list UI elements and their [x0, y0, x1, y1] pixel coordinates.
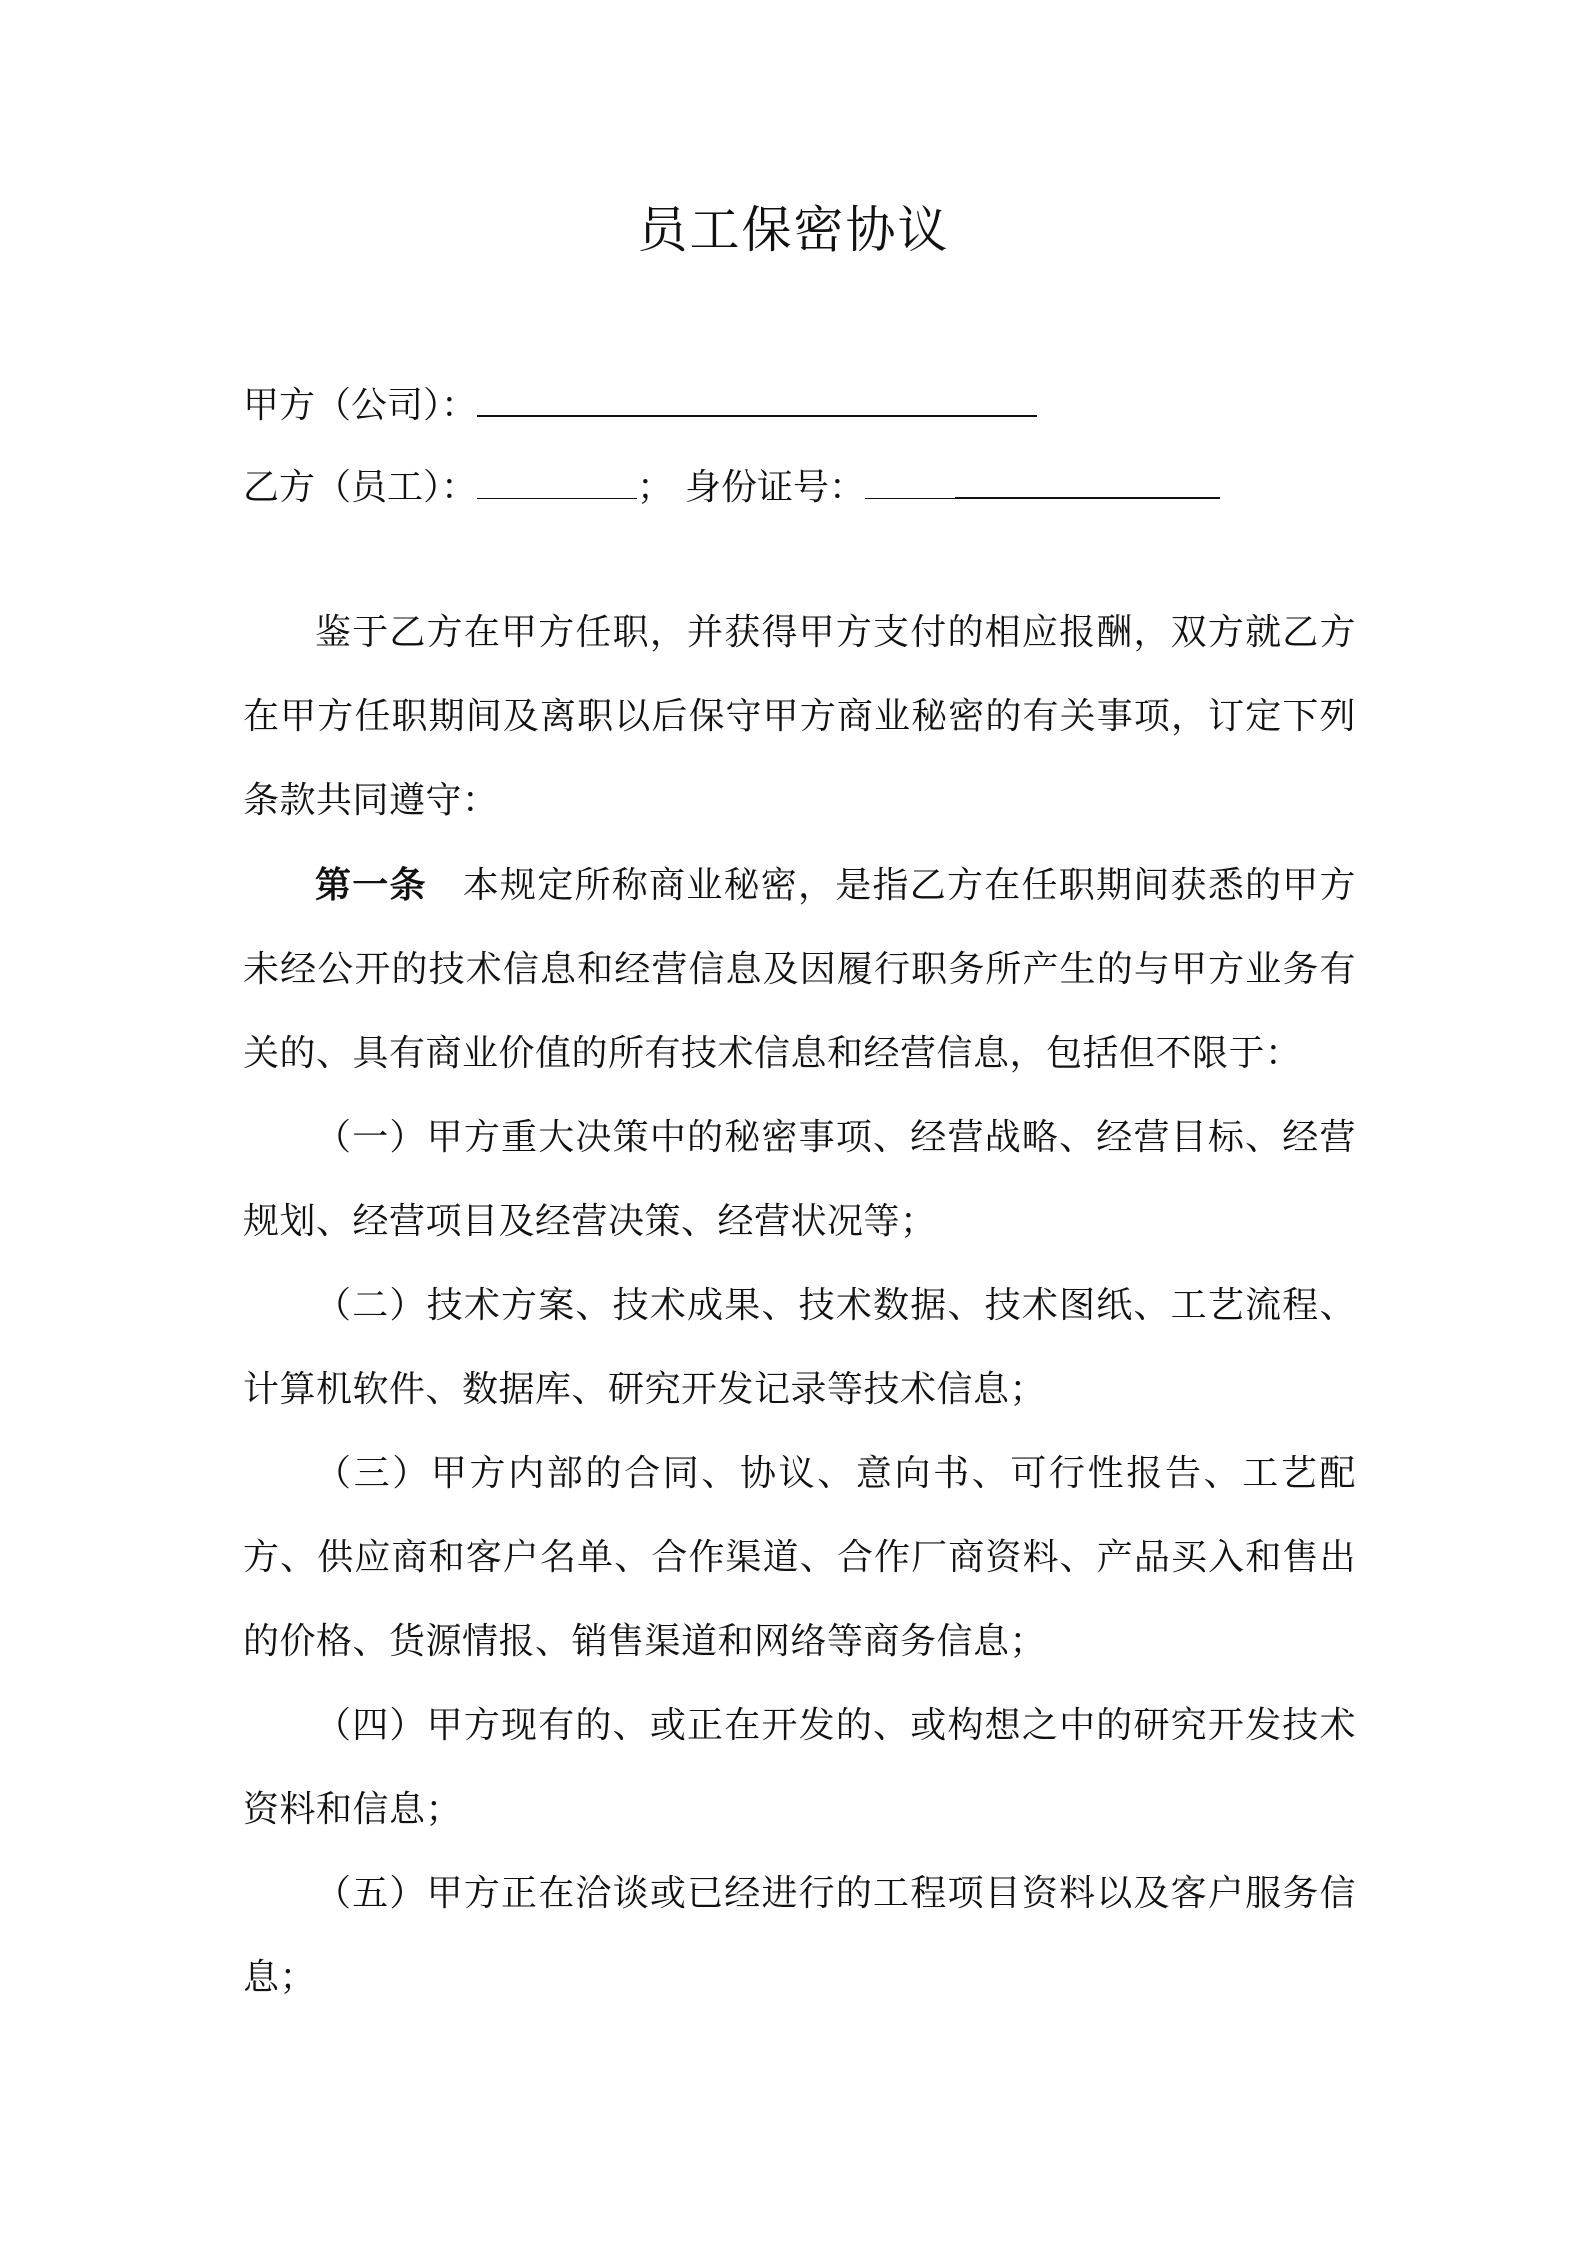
party-a-label: 甲方（公司）：	[243, 385, 478, 426]
item-5-paragraph: （五）甲方正在洽谈或已经进行的工程项目资料以及客户服务信息；	[243, 1873, 1356, 1998]
party-b-separator: ；	[637, 467, 674, 508]
party-a-line	[243, 380, 1037, 432]
article-1-number: 第一条	[315, 864, 427, 906]
article-1-paragraph	[243, 843, 1356, 1096]
item-1-paragraph: （一）甲方重大决策中的秘密事项、经营战略、经营目标、经营规划、经营项目及经营决策、经营状况等；	[243, 1117, 1356, 1242]
party-b-line	[243, 462, 1220, 514]
id-number-blank-a[interactable]	[865, 468, 955, 499]
id-number-blank-b[interactable]	[955, 467, 1220, 499]
party-b-name-blank[interactable]	[477, 468, 637, 499]
agreement-body	[243, 591, 1356, 2020]
id-number-label: 身份证号：	[685, 467, 866, 508]
item-2-paragraph: （二）技术方案、技术成果、技术数据、技术图纸、工艺流程、计算机软件、数据库、研究开发记录等技术信息；	[243, 1285, 1356, 1410]
preamble-paragraph: 鉴于乙方在甲方任职，并获得甲方支付的相应报酬，双方就乙方在甲方任职期间及离职以后保守甲方商业秘密的有关事项，订定下列条款共同遵守：	[243, 612, 1356, 821]
party-a-blank[interactable]	[477, 385, 1037, 417]
article-1-text: 本规定所称商业秘密，是指乙方在任职期间获悉的甲方未经公开的技术信息和经营信息及因履行职务所产生的与甲方业务有关的、具有商业价值的所有技术信息和经营信息，包括但不限于：	[243, 865, 1356, 1074]
party-b-label: 乙方（员工）：	[243, 467, 478, 508]
item-3-paragraph: （三）甲方内部的合同、协议、意向书、可行性报告、工艺配方、供应商和客户名单、合作渠道、合作厂商资料、产品买入和售出的价格、货源情报、销售渠道和网络等商务信息；	[243, 1453, 1356, 1662]
item-4-paragraph: （四）甲方现有的、或正在开发的、或构想之中的研究开发技术资料和信息；	[243, 1705, 1356, 1830]
document-title: 员工保密协议	[637, 201, 950, 259]
